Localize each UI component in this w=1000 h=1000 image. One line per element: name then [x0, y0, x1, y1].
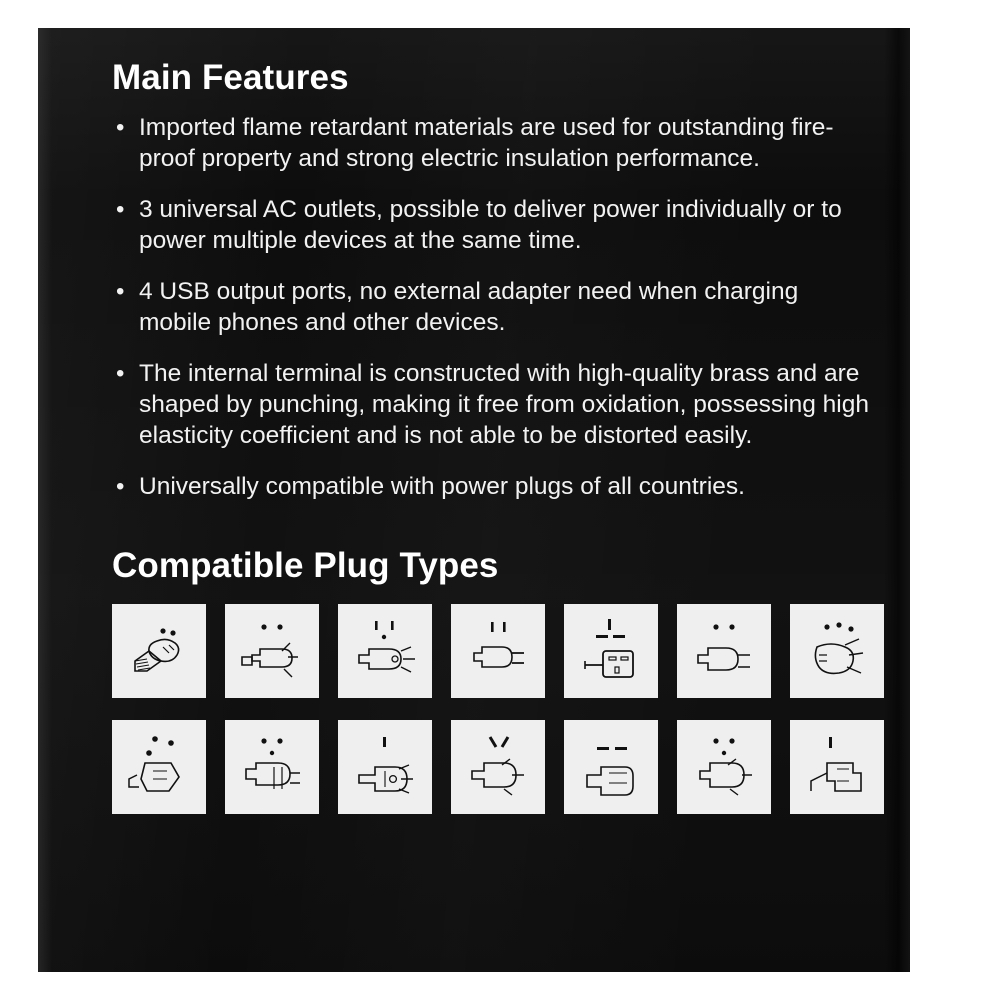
plug-tile-flat-europlug — [564, 720, 658, 814]
plug-type-i-angled-australian-icon — [458, 727, 538, 807]
feature-item — [112, 276, 872, 338]
panel-left-edge — [38, 28, 52, 972]
feature-text: Imported flame retardant materials are used for outstanding fire-proof property and strong electric insulation performance. — [139, 114, 834, 172]
plug-tile-south-african — [112, 720, 206, 814]
plug-tile-angled-flat — [790, 720, 884, 814]
plug-tile-argentinian — [225, 720, 319, 814]
packaging-panel — [38, 28, 910, 972]
plug-tile-us-flat — [451, 604, 545, 698]
feature-text: Universally compatible with power plugs of all countries. — [139, 473, 745, 500]
plug-type-b-us-grounded-icon — [345, 611, 425, 691]
plug-tile-angled-grounded — [338, 720, 432, 814]
plug-types-grid — [112, 604, 872, 814]
plug-tile-europlug — [677, 604, 771, 698]
feature-item — [112, 358, 872, 451]
plug-tile-australian — [225, 604, 319, 698]
plug-type-i-australian-icon — [232, 611, 312, 691]
plug-type-i-argentinian-icon — [232, 727, 312, 807]
plug-type-a-angled-flat-icon — [797, 727, 877, 807]
plug-type-f-schuko-angled-icon — [119, 611, 199, 691]
panel-right-edge — [884, 28, 910, 972]
plug-type-m-south-african-icon — [119, 727, 199, 807]
bullet-icon: • — [116, 278, 125, 305]
plug-type-g-uk-socket-icon — [571, 611, 651, 691]
panel-content — [112, 58, 872, 814]
plug-type-i-chinese-icon — [684, 727, 764, 807]
bullet-icon: • — [116, 360, 125, 387]
feature-text: 4 USB output ports, no external adapter need when charging mobile phones and other devices. — [139, 278, 799, 336]
feature-text: 3 universal AC outlets, possible to deliver power individually or to power multiple devices at the same time. — [139, 196, 842, 254]
plug-tile-angled-australian — [451, 720, 545, 814]
bullet-icon: • — [116, 473, 125, 500]
feature-item — [112, 471, 872, 502]
plug-type-b-angled-grounded-icon — [345, 727, 425, 807]
plug-type-c-flat-europlug-icon — [571, 727, 651, 807]
plug-tile-uk-socket — [564, 604, 658, 698]
plug-type-l-italian-icon — [797, 611, 877, 691]
main-features-title: Main Features — [112, 58, 349, 97]
feature-item — [112, 112, 872, 174]
bullet-icon: • — [116, 196, 125, 223]
main-features-list — [112, 112, 872, 502]
compatible-plug-types-title: Compatible Plug Types — [112, 546, 499, 585]
plug-type-a-us-flat-icon — [458, 611, 538, 691]
plug-tile-us-grounded — [338, 604, 432, 698]
feature-text: The internal terminal is constructed with high-quality brass and are shaped by punching, making it free from oxidation, possessing high elasticity coefficient and is not able to be distorted easily. — [139, 360, 869, 449]
plug-tile-chinese — [677, 720, 771, 814]
bullet-icon: • — [116, 114, 125, 141]
feature-item — [112, 194, 872, 256]
plug-tile-schuko-angled — [112, 604, 206, 698]
plug-type-c-europlug-icon — [684, 611, 764, 691]
plug-tile-italian — [790, 604, 884, 698]
